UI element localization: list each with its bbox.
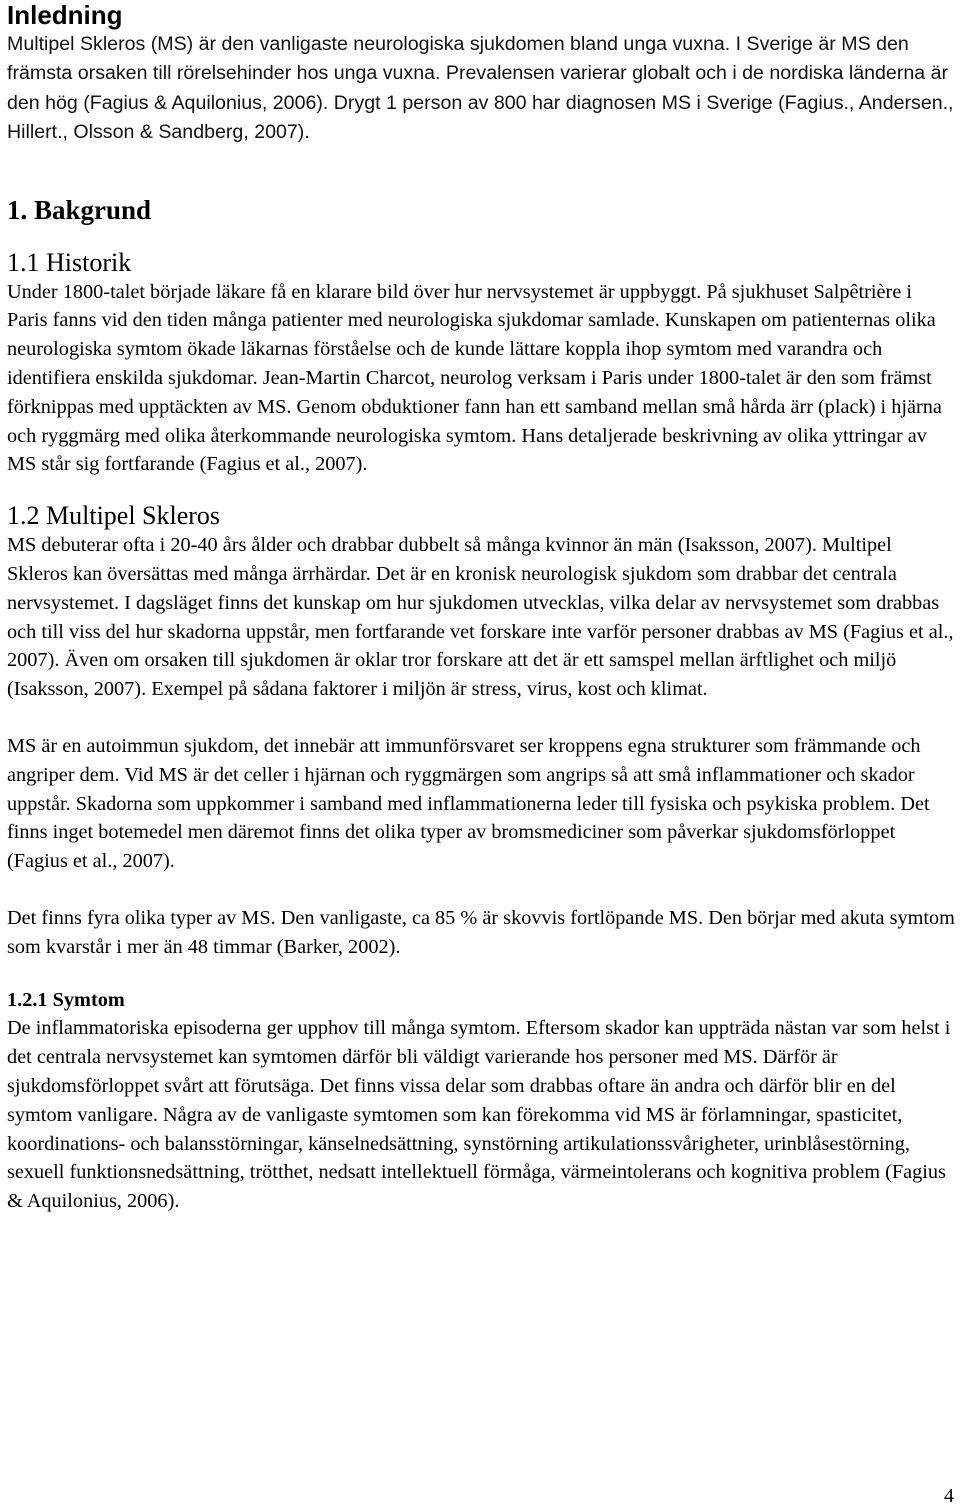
section-heading-bakgrund: 1. Bakgrund [7,194,152,225]
subsubsection-heading-symtom: 1.2.1 Symtom [7,988,125,1011]
subsection-heading-historik: 1.1 Historik [7,247,132,277]
ms-paragraph-1: MS debuterar ofta i 20-40 års ålder och drabbar dubbelt så många kvinnor än män (Isaksson, 2007). Multipel Skleros kan översättas med många ärrhärdar. Det är en kronisk neurologisk sjukdom som drabbar det centrala nervsystemet. I dagsläget finns det kunskap om hur sjukdomen utvecklas, vilka delar av nervsystemet som drabbas och till viss del hur skadorna uppstår, men fortfarande vet forskare inte varför personer drabbas av MS (Fagius et al., 2007). Även om orsaken till sjukdomen är oklar tror forskare att det är ett samspel mellan ärftlighet och miljö (Isaksson, 2007). Exempel på sådana faktorer i miljön är stress, virus, kost och klimat. [7,534,954,701]
subsection-heading-multipel-skleros: 1.2 Multipel Skleros [7,501,221,531]
intro-paragraph: Multipel Skleros (MS) är den vanligaste neurologiska sjukdomen bland unga vuxna. I Sverige är MS den främsta orsaken till rörelsehinder hos unga vuxna. Prevalensen varierar globalt och i de nordiska länderna är den hög (Fagius & Aquilonius, 2006). Drygt 1 person av 800 har diagnosen MS i Sverige (Fagius., Andersen., Hillert., Olsson & Sandberg, 2007). [7,33,954,144]
page-number: 4 [944,1485,954,1507]
ms-paragraph-2: MS är en autoimmun sjukdom, det innebär att immunförsvaret ser kroppens egna strukturer som främmande och angriper dem. Vid MS är det celler i hjärnan och ryggmärgen som angrips så att små inflammationer och skador uppstår. Skadorna som uppkommer i samband med inflammationerna leder till fysiska och psykiska problem. Det finns inget botemedel men däremot finns det olika typer av bromsmediciner som påverkar sjukdomsförloppet (Fagius et al., 2007). [7,734,930,873]
document-page [7,0,955,1216]
historik-paragraph: Under 1800-talet började läkare få en klarare bild över hur nervsystemet är uppbyggt. På sjukhuset Salpêtrière i Paris fanns vid den tiden många patienter med neurologiska sjukdomar samlade. Kunskapen om patienternas olika neurologiska symtom ökade läkarnas förståelse och de kunde lättare koppla ihop symtom med varandra och identifiera enskilda sjukdomar. Jean-Martin Charcot, neurolog verksam i Paris under 1800-talet är den som främst förknippas med upptäckten av MS. Genom obduktioner fann han ett samband mellan små hårda ärr (plack) i hjärna och ryggmärg med olika återkommande neurologiska symtom. Hans detaljerade beskrivning av olika yttringar av MS står sig fortfarande (Fagius et al., 2007). [7,280,942,476]
symtom-paragraph: De inflammatoriska episoderna ger upphov till många symtom. Eftersom skador kan uppträda nästan var som helst i det centrala nervsystemet kan symtomen därför bli väldigt varierande hos personer med MS. Därför är sjukdomsförloppet svårt att förutsäga. Det finns vissa delar som drabbas oftare än andra och därför blir en del symtom vanligare. Några av de vanligaste symtomen som kan förekomma vid MS är förlamningar, spasticitet, koordinations- och balansstörningar, känselnedsättning, synstörning artikulationssvårigheter, urinblåsestörning, sexuell funktionsnedsättning, trötthet, nedsatt intellektuell förmåga, värmeintolerans och kognitiva problem (Fagius & Aquilonius, 2006). [7,1017,951,1213]
intro-heading: Inledning [7,0,123,30]
ms-paragraph-3: Det finns fyra olika typer av MS. Den vanligaste, ca 85 % är skovvis fortlöpande MS. Den börjar med akuta symtom som kvarstår i mer än 48 timmar (Barker, 2002). [7,906,955,958]
